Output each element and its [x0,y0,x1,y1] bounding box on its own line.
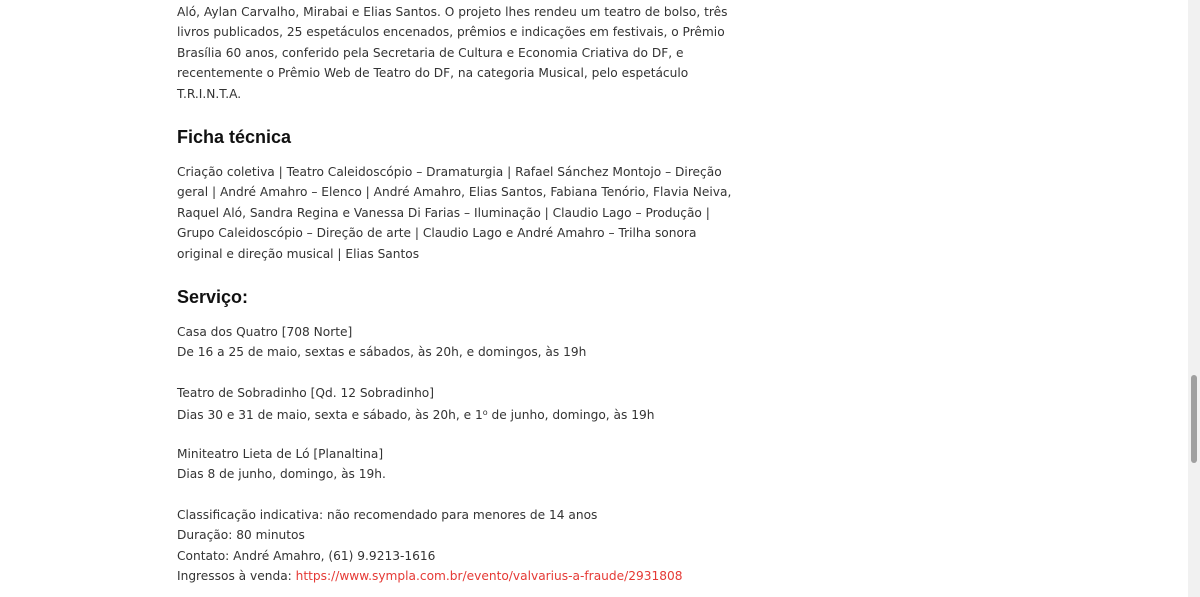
venue-teatro-sobradinho [177,383,654,426]
intro-line: T.R.I.N.T.A. [177,86,242,101]
ficha-line: geral | André Amahro – Elenco | André Amahro, Elias Santos, Fabiana Tenório, Flavia Neiva, [177,185,732,200]
venue-dates-end: de junho, domingo, às 19h [487,408,655,423]
ficha-line: Grupo Caleidoscópio – Direção de arte | Claudio Lago e André Amahro – Trilha sonora [177,226,697,241]
venue-dates: Dias 8 de junho, domingo, às 19h. [177,467,386,482]
classificacao-text: Classificação indicativa: não recomendado para menores de 14 anos [177,508,598,522]
venue-name: Teatro de Sobradinho [Qd. 12 Sobradinho] [177,386,435,400]
ficha-tecnica-paragraph [177,162,731,264]
servico-heading: Serviço: [177,287,249,307]
venue-name: Casa dos Quatro [708 Norte] [177,325,353,339]
duracao-text: Duração: 80 minutos [177,528,305,543]
ingressos-label: Ingressos à venda: [177,569,296,584]
ficha-line: Criação coletiva | Teatro Caleidoscópio – Dramaturgia | Rafael Sánchez Montojo – Direção [177,165,722,179]
venue-dates: De 16 a 25 de maio, sextas e sábados, às 20h, e domingos, às 19h [177,345,587,360]
scrollbar-thumb[interactable] [1191,375,1197,463]
ficha-line: original e direção musical | Elias Santos [177,246,420,261]
ficha-tecnica-heading: Ficha técnica [177,127,292,147]
ficha-line: Raquel Aló, Sandra Regina e Vanessa Di Farias – Iluminação | Claudio Lago – Produção | [177,205,710,220]
ingressos-line [177,566,683,586]
event-info [177,505,683,587]
contato-text: Contato: André Amahro, (61) 9.9213-1616 [177,548,436,563]
vertical-scrollbar[interactable] [1188,0,1200,597]
ingressos-link[interactable]: https://www.sympla.com.br/evento/valvarius-a-fraude/2931808 [295,569,683,584]
venue-miniteatro-lieta [177,444,386,485]
intro-paragraph [177,2,727,104]
intro-line: recentemente o Prêmio Web de Teatro do DF, na categoria Musical, pelo espetáculo [177,66,689,81]
venue-dates-start: Dias 30 e 31 de maio, sexta e sábado, às 20h, e 1 [177,408,483,423]
venue-dates [177,403,654,425]
venue-casa-dos-quatro [177,322,586,363]
venue-name: Miniteatro Lieta de Ló [Planaltina] [177,447,384,461]
intro-line: Aló, Aylan Carvalho, Mirabai e Elias Santos. O projeto lhes rendeu um teatro de bolso, três [177,5,728,19]
intro-line: livros publicados, 25 espetáculos encenados, prêmios e indicações em festivais, o Prêmio [177,25,725,40]
intro-line: Brasília 60 anos, conferido pela Secretaria de Cultura e Economia Criativa do DF, e [177,45,684,60]
ordinal-indicator: o [482,408,488,418]
